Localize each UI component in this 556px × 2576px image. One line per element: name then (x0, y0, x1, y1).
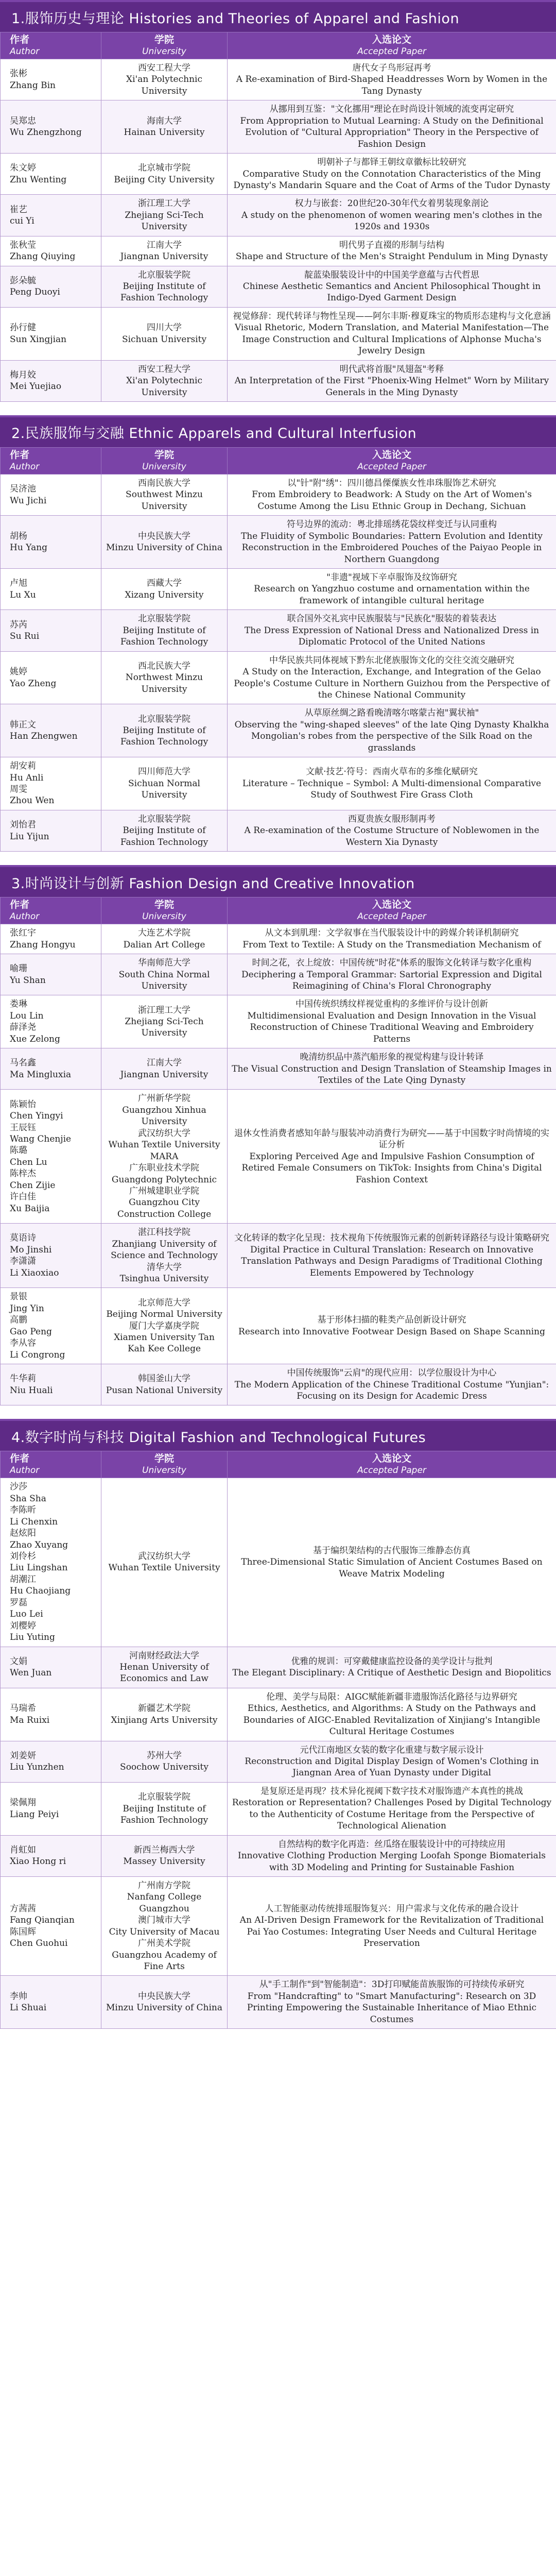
author-names: 韩正文 Han Zhengwen (10, 719, 78, 742)
paper-cell (228, 360, 556, 401)
table-row (1, 100, 556, 154)
paper-cell (228, 610, 556, 651)
paper-cell (228, 1688, 556, 1741)
paper-cell (228, 1224, 556, 1288)
header-univ-en: University (142, 911, 186, 922)
author-cell (1, 810, 101, 851)
header-paper-en: Accepted Paper (357, 911, 426, 922)
header-paper (228, 1451, 556, 1478)
university-cell (101, 757, 228, 810)
author-cell (1, 954, 101, 995)
paper-cell (228, 1835, 556, 1876)
header-paper (228, 897, 556, 924)
header-univ-cn: 学院 (154, 34, 174, 45)
author-names: 李帅 Li Shuai (10, 1991, 47, 2013)
section-1 (0, 0, 556, 402)
header-row (1, 897, 556, 924)
university-names: 北京服装学院 Beijing Institute of Fashion Technology (120, 814, 208, 848)
table-row (1, 266, 556, 307)
table-row (1, 236, 556, 266)
section-3 (0, 865, 556, 1405)
author-names: 马名鑫 Ma Mingluxia (10, 1058, 72, 1080)
university-names: 江南大学 Jiangnan University (120, 1058, 208, 1080)
paper-cell (228, 516, 556, 569)
header-author-en: Author (10, 1465, 40, 1476)
university-names: 西安工程大学 Xi'an Polytechnic University (126, 63, 202, 96)
university-cell (101, 100, 228, 154)
table-row (1, 195, 556, 236)
paper-title: 是复原还是再现？技术异化视阈下数字技术对服饰遗产本真性的挑战 Restoration or Representation? Challenges Posed by Digital Technology to the Authenticity of Costume Heritage from the Perspective of Technological Alienation (232, 1786, 552, 1832)
author-names: 崔艺 cui Yi (10, 204, 34, 227)
university-names: 西北民族大学 Northwest Minzu University (125, 660, 203, 694)
author-cell (1, 195, 101, 236)
header-paper-cn: 入选论文 (372, 899, 411, 911)
section-4 (0, 1419, 556, 2029)
paper-cell (228, 1647, 556, 1688)
paper-title: 基于形体扫描的鞋类产品创新设计研究 Research into Innovative Footwear Design Based on Shape Scanning (238, 1315, 545, 1337)
university-cell (101, 1688, 228, 1741)
author-cell (1, 360, 101, 401)
paper-cell (228, 954, 556, 995)
paper-cell (228, 307, 556, 360)
university-names: 浙江理工大学 Zhejiang Sci-Tech University (125, 198, 204, 232)
header-univ-cn: 学院 (154, 899, 174, 911)
university-cell (101, 516, 228, 569)
table-row (1, 704, 556, 757)
university-names: 大连艺术学院 Dalian Art College (123, 928, 205, 950)
table-row (1, 954, 556, 995)
header-univ (101, 447, 228, 474)
university-cell (101, 266, 228, 307)
author-cell (1, 1835, 101, 1876)
table-row (1, 516, 556, 569)
university-cell (101, 610, 228, 651)
paper-title: 权力与嵌套：20世纪20-30年代女着男装现象剖论 A study on the phenomenon of women wearing men's clothes in the 1920s and 1930s (241, 198, 543, 232)
university-cell (101, 651, 228, 704)
author-names: 陈颖怡 Chen Yingyi 王辰钰 Wang Chenjie 陈璐 Chen Lu 陈梓杰 Chen Zijie 许白佳 Xu Baijia (10, 1099, 72, 1214)
paper-cell (228, 59, 556, 100)
author-names: 彭朵毓 Peng Duoyi (10, 275, 60, 298)
university-cell (101, 307, 228, 360)
header-univ (101, 1451, 228, 1478)
author-cell (1, 610, 101, 651)
university-names: 新西兰梅西大学 Massey University (123, 1844, 205, 1867)
university-names: 北京服装学院 Beijing Institute of Fashion Technology (120, 269, 208, 303)
author-cell (1, 1364, 101, 1405)
paper-title: 元代江南地区女装的数字化重建与数字展示设计 Reconstruction and Digital Display Design of Women's Clothing in Jiangnan Area of Yuan Dynasty under Digital (245, 1744, 539, 1778)
author-cell (1, 236, 101, 266)
paper-cell (228, 195, 556, 236)
university-cell (101, 954, 228, 995)
author-names: 沙莎 Sha Sha 李陈昕 Li Chenxin 赵炫阳 Zhao Xuyang 刘伶杉 Liu Lingshan 胡潮江 Hu Chaojiang 罗磊 Luo Lei 刘樱婷 Liu Yuting (10, 1482, 71, 1643)
university-cell (101, 924, 228, 954)
university-cell (101, 995, 228, 1048)
header-paper-en: Accepted Paper (357, 46, 426, 57)
author-cell (1, 1288, 101, 1364)
paper-cell (228, 1090, 556, 1224)
paper-title: 中国传统服饰"云肩"的现代应用：以学位服设计为中心 The Modern Application of the Chinese Traditional Costume "Yunjian": Focusing on its Design for Academic Dress (234, 1368, 549, 1401)
header-author-cn: 作者 (10, 1453, 30, 1465)
university-cell (101, 1741, 228, 1782)
university-names: 广州南方学院 Nanfang College Guangzhou 澳门城市大学 City University of Macau 广州美术学院 Guangzhou Academy of Fine Arts (109, 1880, 220, 1972)
header-paper (228, 447, 556, 474)
author-names: 孙行健 Sun Xingjian (10, 323, 67, 345)
table-row (1, 1288, 556, 1364)
header-univ (101, 897, 228, 924)
author-names: 张秋莹 Zhang Qiuying (10, 240, 76, 262)
university-names: 河南财经政法大学 Henan University of Economics and Law (119, 1650, 209, 1684)
author-cell (1, 1688, 101, 1741)
university-cell (101, 474, 228, 515)
author-names: 景银 Jing Yin 高鹏 Gao Peng 李从容 Li Congrong (10, 1292, 65, 1360)
header-author-en: Author (10, 461, 40, 472)
author-cell (1, 154, 101, 195)
university-names: 北京服装学院 Beijing Institute of Fashion Technology (120, 1792, 208, 1825)
author-names: 牛华莉 Niu Huali (10, 1374, 53, 1396)
author-cell (1, 1976, 101, 2029)
table-row (1, 569, 556, 610)
paper-cell (228, 757, 556, 810)
author-cell (1, 307, 101, 360)
author-names: 胡杨 Hu Yang (10, 531, 48, 553)
university-cell (101, 1782, 228, 1835)
university-names: 北京师范大学 Beijing Normal University 厦门大学嘉庚学院 Xiamen University Tan Kah Kee College (106, 1297, 222, 1354)
author-names: 喻珊 Yu Shan (10, 963, 46, 986)
paper-cell (228, 995, 556, 1048)
header-author-en: Author (10, 46, 40, 57)
author-cell (1, 995, 101, 1048)
paper-title: "非遗"视域下辛卓服饰及纹饰研究 Research on Yangzhuo costume and ornamentation within the framework of intangible cultural heritage (254, 572, 530, 606)
author-names: 方茜茜 Fang Qianqian 陈国辉 Chen Guohui (10, 1903, 75, 1949)
table-row (1, 1688, 556, 1741)
university-names: 四川师范大学 Sichuan Normal University (128, 767, 200, 801)
university-cell (101, 236, 228, 266)
section-title: 3.时尚设计与创新 Fashion Design and Creative Innovation (0, 865, 556, 897)
author-cell (1, 924, 101, 954)
author-names: 刘怡君 Liu Yijun (10, 820, 49, 842)
university-names: 江南大学 Jiangnan University (120, 240, 208, 262)
university-cell (101, 1976, 228, 2029)
university-names: 北京服装学院 Beijing Institute of Fashion Technology (120, 714, 208, 748)
author-names: 苏芮 Su Rui (10, 619, 40, 641)
table-row (1, 1876, 556, 1976)
table-row (1, 154, 556, 195)
university-names: 海南大学 Hainan University (124, 115, 205, 138)
header-univ-cn: 学院 (154, 449, 174, 461)
university-cell (101, 569, 228, 610)
university-cell (101, 810, 228, 851)
author-names: 朱文婷 Zhu Wenting (10, 163, 67, 185)
paper-cell (228, 1288, 556, 1364)
papers-table (0, 32, 556, 402)
author-cell (1, 1741, 101, 1782)
author-cell (1, 100, 101, 154)
author-names: 卢旭 Lu Xu (10, 578, 36, 600)
author-cell (1, 516, 101, 569)
header-author-en: Author (10, 911, 40, 922)
university-cell (101, 1048, 228, 1090)
header-univ (101, 32, 228, 59)
author-cell (1, 704, 101, 757)
author-cell (1, 569, 101, 610)
university-cell (101, 1647, 228, 1688)
paper-title: 唐代女子鸟形冠再考 A Re-examination of Bird-Shaped Headdresses Worn by Women in the Tang Dynasty (236, 63, 548, 96)
university-cell (101, 704, 228, 757)
paper-title: 文化转译的数字化呈现：技术视角下传统服饰元素的创新转译路径与设计策略研究 Digital Practice in Cultural Translation: Research on Innovative Translation Pathways and Design Paradigms of Traditional Clothing Elements Empowered by Technology (234, 1233, 549, 1278)
section-title: 1.服饰历史与理论 Histories and Theories of Apparel and Fashion (0, 0, 556, 32)
university-names: 北京服装学院 Beijing Institute of Fashion Technology (120, 614, 208, 648)
author-names: 胡安莉 Hu Anli 周雯 Zhou Wen (10, 761, 55, 806)
university-names: 西藏大学 Xizang University (125, 578, 204, 600)
paper-title: 从"手工制作"到"智能制造"：3D打印赋能苗族服饰的可持续传承研究 From "Handcrafting" to "Smart Manufacturing": Research on 3D Printing Empowering the Sustainable Inheritance of Miao Ethnic Costumes (247, 1979, 537, 2025)
university-names: 中央民族大学 Minzu University of China (106, 531, 222, 553)
paper-title: 从挪用到互鉴："文化挪用"理论在时尚设计领域的流变再定研究 From Appropriation to Mutual Learning: A Study on the Definitional Evolution of "Cultural Appropriation" Theory in the Perspective of Fashion Design (240, 104, 544, 149)
paper-title: 联合国外交礼宾中民族服装与"民族化"服装的着装表达 The Dress Expression of National Dress and Nationalized Dress in Diplomatic Protocol of the United Nations (244, 614, 540, 648)
paper-cell (228, 236, 556, 266)
paper-title: 人工智能驱动传统排瑶服饰复兴：用户需求与文化传承的融合设计 An AI-Driven Design Framework for the Revitalization of Traditional Pai Yao Costumes: Integrating User Needs and Cultural Heritage Preservation (239, 1903, 544, 1949)
table-row (1, 1478, 556, 1647)
table-row (1, 1090, 556, 1224)
university-names: 四川大学 Sichuan University (121, 323, 207, 345)
table-row (1, 1835, 556, 1876)
header-paper-cn: 入选论文 (372, 1453, 411, 1465)
paper-cell (228, 1364, 556, 1405)
header-author (1, 447, 101, 474)
university-names: 西安工程大学 Xi'an Polytechnic University (126, 364, 202, 398)
header-row (1, 447, 556, 474)
author-cell (1, 1090, 101, 1224)
paper-title: 视觉修辞：现代转译与物性呈现——阿尔丰斯·穆夏珠宝的物质形态建构与文化意涵 Visual Rhetoric, Modern Translation, and Material Manifestation—The Image Construction and Cultural Implications of Alphonse Mucha's Jewelry Design (233, 311, 551, 357)
university-names: 新疆艺术学院 Xinjiang Arts University (111, 1703, 218, 1725)
header-paper-cn: 入选论文 (372, 449, 411, 461)
table-row (1, 924, 556, 954)
papers-table (0, 1451, 556, 2029)
paper-title: 优雅的规训：可穿戴健康监控设备的美学设计与批判 The Elegant Disciplinary: A Critique of Aesthetic Design and Biopolitics (232, 1656, 551, 1679)
university-cell (101, 1090, 228, 1224)
paper-title: 从文本到肌理：文学叙事在当代服装设计中的跨媒介转译机制研究 From Text to Textile: A Study on the Transmediation Mechanism of (242, 928, 541, 950)
author-names: 梁佩翔 Liang Peiyi (10, 1798, 59, 1820)
university-cell (101, 1288, 228, 1364)
header-author (1, 32, 101, 59)
header-paper-en: Accepted Paper (357, 461, 426, 472)
header-row (1, 1451, 556, 1478)
table-row (1, 651, 556, 704)
university-names: 湛江科技学院 Zhanjiang University of Science and Technology 清华大学 Tsinghua University (111, 1227, 218, 1284)
author-names: 马瑞希 Ma Ruixi (10, 1703, 50, 1725)
paper-title: 符号边界的流动：粤北排瑶绣花袋纹样变迁与认同重构 The Fluidity of Symbolic Boundaries: Pattern Evolution and Identity Reconstruction in the Embroidered Pouches of the Paiyao People in Northern Guangdong (240, 519, 543, 565)
paper-cell (228, 1782, 556, 1835)
university-cell (101, 360, 228, 401)
header-univ-en: University (142, 46, 186, 57)
university-names: 苏州大学 Soochow University (120, 1750, 208, 1773)
paper-title: 退休女性消费者感知年龄与服装冲动消费行为研究——基于中国数字时尚情境的实证分析 Exploring Perceived Age and Impulsive Fashion Consumption of Retired Female Consumers on TikTok: Insights from China's Digital Fashion Context (234, 1128, 549, 1185)
university-cell (101, 59, 228, 100)
university-names: 广州新华学院 Guangzhou Xinhua University 武汉纺织大学 Wuhan Textile University MARA 广东职业技术学院 Guangdong Polytechnic 广州城建职业学院 Guangzhou City Construction College (108, 1093, 220, 1219)
author-names: 张彬 Zhang Bin (10, 69, 56, 91)
university-names: 韩国釜山大学 Pusan National University (106, 1374, 223, 1396)
paper-cell (228, 1048, 556, 1090)
university-cell (101, 1364, 228, 1405)
paper-cell (228, 569, 556, 610)
paper-cell (228, 100, 556, 154)
paper-title: 靛蓝染服装设计中的中国美学意蕴与古代哲思 Chinese Aesthetic Semantics and Ancient Philosophical Thought in Indigo-Dyed Garment Design (242, 269, 541, 303)
paper-cell (228, 651, 556, 704)
paper-title: 明朝补子与都铎王朝纹章徽标比较研究 Comparative Study on the Connotation Characteristics of the Ming Dynasty's Mandarin Square and the Coat of Arms of the Tudor Dynasty (233, 157, 550, 191)
author-names: 莫语诗 Mo Jinshi 李潇潇 Li Xiaoxiao (10, 1233, 59, 1278)
paper-title: 伦理、美学与局限：AIGC赋能新疆非遗服饰活化路径与边界研究 Ethics, Aesthetics, and Algorithms: A Study on the Pathways and Boundaries of AIGC-Enabled Revitalization of Xinjiang's Intangible Cultural Heritage Costumes (243, 1691, 541, 1737)
table-row (1, 1364, 556, 1405)
header-author (1, 1451, 101, 1478)
paper-cell (228, 474, 556, 515)
university-names: 浙江理工大学 Zhejiang Sci-Tech University (125, 1005, 204, 1039)
university-cell (101, 195, 228, 236)
table-row (1, 810, 556, 851)
university-cell (101, 1835, 228, 1876)
author-cell (1, 1647, 101, 1688)
table-row (1, 1224, 556, 1288)
author-cell (1, 651, 101, 704)
paper-title: 文献·技艺·符号：西南火草布的多维化赋研究 Literature – Technique – Symbol: A Multi-dimensional Comparative Study of Southwest Fire Grass Cloth (242, 767, 542, 801)
university-cell (101, 1224, 228, 1288)
table-row (1, 1647, 556, 1688)
papers-table (0, 897, 556, 1405)
author-names: 吴郑忠 Wu Zhengzhong (10, 115, 82, 138)
university-cell (101, 154, 228, 195)
author-cell (1, 474, 101, 515)
university-names: 西南民族大学 Southwest Minzu University (126, 478, 203, 512)
author-names: 张红宇 Zhang Hongyu (10, 928, 76, 950)
paper-title: 中华民族共同体视域下黔东北佬族服饰文化的交往交流交融研究 A Study on the Interaction, Exchange, and Integration of the Gelao People's Costume Culture in Northern Guizhou from the Perspective of the Chinese National Community (234, 655, 550, 700)
table-row (1, 474, 556, 515)
paper-cell (228, 1478, 556, 1647)
table-row (1, 307, 556, 360)
paper-title: 明代武将首服"凤翅盔"考释 An Interpretation of the First "Phoenix-Wing Helmet" Worn by Military Generals in the Ming Dynasty (234, 364, 549, 398)
header-row (1, 32, 556, 59)
paper-cell (228, 1876, 556, 1976)
table-row (1, 1741, 556, 1782)
paper-cell (228, 924, 556, 954)
author-names: 梅月姣 Mei Yuejiao (10, 369, 62, 392)
paper-cell (228, 810, 556, 851)
paper-title: 西夏贵族女服形制再考 A Re-examination of the Costume Structure of Noblewomen in the Western Xia Dynasty (244, 814, 540, 848)
table-row (1, 1782, 556, 1835)
author-names: 肖虹如 Xiao Hong ri (10, 1844, 66, 1867)
header-paper (228, 32, 556, 59)
university-names: 北京城市学院 Beijing City University (114, 163, 215, 185)
author-names: 姚婷 Yao Zheng (10, 667, 57, 689)
paper-cell (228, 1976, 556, 2029)
section-title: 2.民族服饰与交融 Ethnic Apparels and Cultural Interfusion (0, 415, 556, 447)
header-author-cn: 作者 (10, 34, 30, 45)
paper-cell (228, 704, 556, 757)
paper-title: 从草原丝绸之路看晚清喀尔喀蒙古袍"翼状袖" Observing the "wing-shaped sleeves" of the late Qing Dynasty Khalkha Mongolian's robes from the perspective of the Silk Road on the grasslands (234, 708, 549, 753)
author-names: 吴济池 Wu Jichi (10, 484, 47, 506)
author-names: 文娟 Wen Juan (10, 1656, 52, 1679)
paper-title: 明代男子直裰的形制与结构 Shape and Structure of the Men's Straight Pendulum in Ming Dynasty (235, 240, 548, 262)
papers-table (0, 447, 556, 852)
header-univ-cn: 学院 (154, 1453, 174, 1465)
section-title: 4.数字时尚与科技 Digital Fashion and Technological Futures (0, 1419, 556, 1451)
table-row (1, 757, 556, 810)
author-cell (1, 266, 101, 307)
paper-title: 以"针"附"绣"：四川德昌傈僳族女性串珠服饰艺术研究 From Embroidery to Beadwork: A Study on the Art of Women's Costume Among the Lisu Ethnic Group in Dechang, Sichuan (252, 478, 532, 512)
author-names: 娄琳 Lou Lin 薛泽尧 Xue Zelong (10, 999, 60, 1044)
paper-title: 中国传统织绣纹样视觉重构的多维评价与设计创新 Multidimensional Evaluation and Design Innovation in the Visual Reconstruction of Chinese Traditional Weaving and Embroidery Patterns (247, 999, 536, 1044)
paper-title: 晚清纺织品中蒸汽船形象的视觉构建与设计转译 The Visual Construction and Design Translation of Steamship Images in Textiles of the Late Qing Dynasty (232, 1052, 552, 1086)
university-names: 华南师范大学 South China Normal University (118, 958, 210, 991)
paper-cell (228, 154, 556, 195)
header-author-cn: 作者 (10, 449, 30, 461)
author-cell (1, 59, 101, 100)
table-row (1, 610, 556, 651)
header-author-cn: 作者 (10, 899, 30, 911)
header-univ-en: University (142, 1465, 186, 1476)
paper-cell (228, 1741, 556, 1782)
header-paper-cn: 入选论文 (372, 34, 411, 45)
university-names: 中央民族大学 Minzu University of China (106, 1991, 222, 2013)
table-row (1, 1048, 556, 1090)
author-cell (1, 1876, 101, 1976)
university-cell (101, 1876, 228, 1976)
table-row (1, 1976, 556, 2029)
paper-title: 自然结构的数字化再造：丝瓜络在服装设计中的可持续应用 Innovative Clothing Production Merging Loofah Sponge Biomaterials with 3D Modeling and Printing for Sustainable Fashion (238, 1839, 546, 1873)
author-cell (1, 1478, 101, 1647)
table-row (1, 995, 556, 1048)
author-cell (1, 1782, 101, 1835)
table-row (1, 360, 556, 401)
paper-cell (228, 266, 556, 307)
header-univ-en: University (142, 461, 186, 472)
author-cell (1, 757, 101, 810)
author-cell (1, 1048, 101, 1090)
university-names: 武汉纺织大学 Wuhan Textile University (108, 1551, 220, 1573)
university-cell (101, 1478, 228, 1647)
section-2 (0, 415, 556, 852)
paper-title: 基于编织架结构的古代服饰三维静态仿真 Three-Dimensional Static Simulation of Ancient Costumes Based on Weave Matrix Modeling (241, 1545, 543, 1579)
paper-title: 时间之花，衣上绽放：中国传统"时花"体系的服饰文化转译与数字化重构 Deciphering a Temporal Grammar: Sartorial Expression and Digital Reimagining of China's Floral Chronography (241, 958, 542, 991)
author-cell (1, 1224, 101, 1288)
author-names: 刘姜妍 Liu Yunzhen (10, 1750, 64, 1773)
header-author (1, 897, 101, 924)
table-row (1, 59, 556, 100)
header-paper-en: Accepted Paper (357, 1465, 426, 1476)
